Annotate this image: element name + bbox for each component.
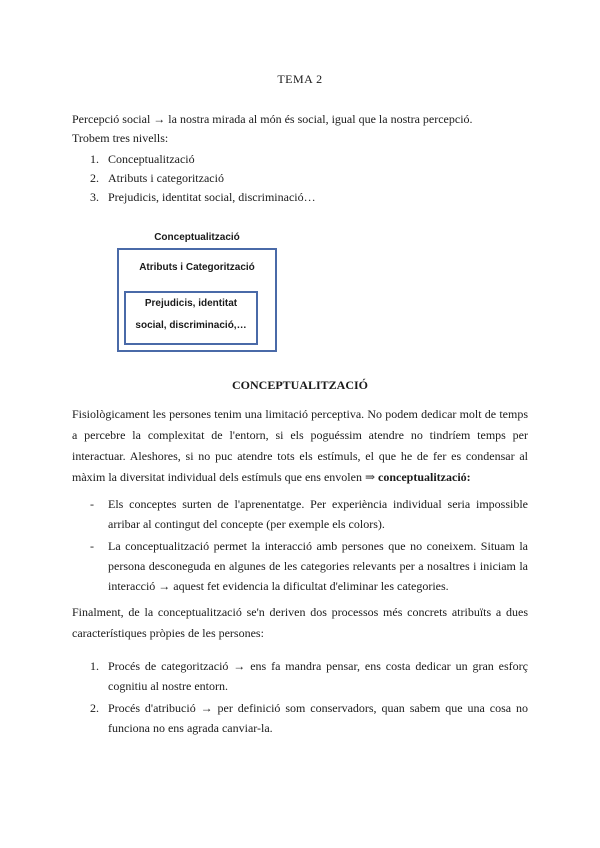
levels-list	[72, 150, 316, 207]
diagram-inner-box	[124, 291, 258, 345]
paragraph-2: Finalment, de la conceptualització se'n deriven dos processos més concrets atribuïts a dues característiques pròpies de les persones:	[72, 605, 528, 640]
diagram-inner-line-1: Prejudicis, identitat	[144, 298, 238, 309]
section-heading: CONCEPTUALITZACIÓ	[231, 378, 369, 392]
page-title: TEMA 2	[277, 72, 323, 86]
list-item: - La conceptualització permet la interacció amb persones que no coneixem. Situam la persona desconeguda en algunes de les categories relevants per a nosaltres i iniciam la interacció → aquest fet evidencia la dificultat d'eliminar les categories.	[90, 539, 528, 593]
intro-line-2: Trobem tres nivells:	[72, 131, 169, 145]
diagram-inner-line-2: social, discriminació,…	[135, 320, 247, 331]
process-list	[72, 656, 528, 740]
list-item: 2. Procés d'atribució → per definició som conservadors, quan sabem que una cosa no funciona no ens agrada canviar-la.	[90, 701, 528, 735]
paragraph-1: Fisiològicament les persones tenim una limitació perceptiva. No podem dedicar molt de temps a percebre la complexitat de l'entorn, si els poguéssim atendre no tindríem temps per interactuar. Aleshores, si no puc atendre tots els estímuls, el que he de fer es condensar al màxim la diversitat individual dels estímuls que ens envolen ⇒ conceptualització:	[72, 407, 528, 484]
diagram-middle-label: Atributs i Categorització	[139, 262, 255, 273]
bullet-list	[72, 494, 528, 598]
diagram-outer-label: Conceptualització	[154, 232, 240, 243]
bold-term: conceptualització	[378, 470, 467, 484]
list-item: 1. Procés de categorització → ens fa mandra pensar, ens costa dedicar un gran esforç cognitiu al nostre entorn.	[90, 659, 528, 693]
list-item: - Els conceptes surten de l'aprenentatge. Per experiència individual seria impossible arribar al contingut del concepte (per exemple els colors).	[90, 497, 528, 531]
list-item: 3. Prejudicis, identitat social, discriminació…	[90, 190, 316, 204]
intro-line-1: Percepció social → la nostra mirada al món és social, igual que la nostra percepció.	[72, 112, 473, 126]
list-item: 2. Atributs i categorització	[90, 171, 224, 185]
list-item: 1. Conceptualització	[90, 152, 195, 166]
